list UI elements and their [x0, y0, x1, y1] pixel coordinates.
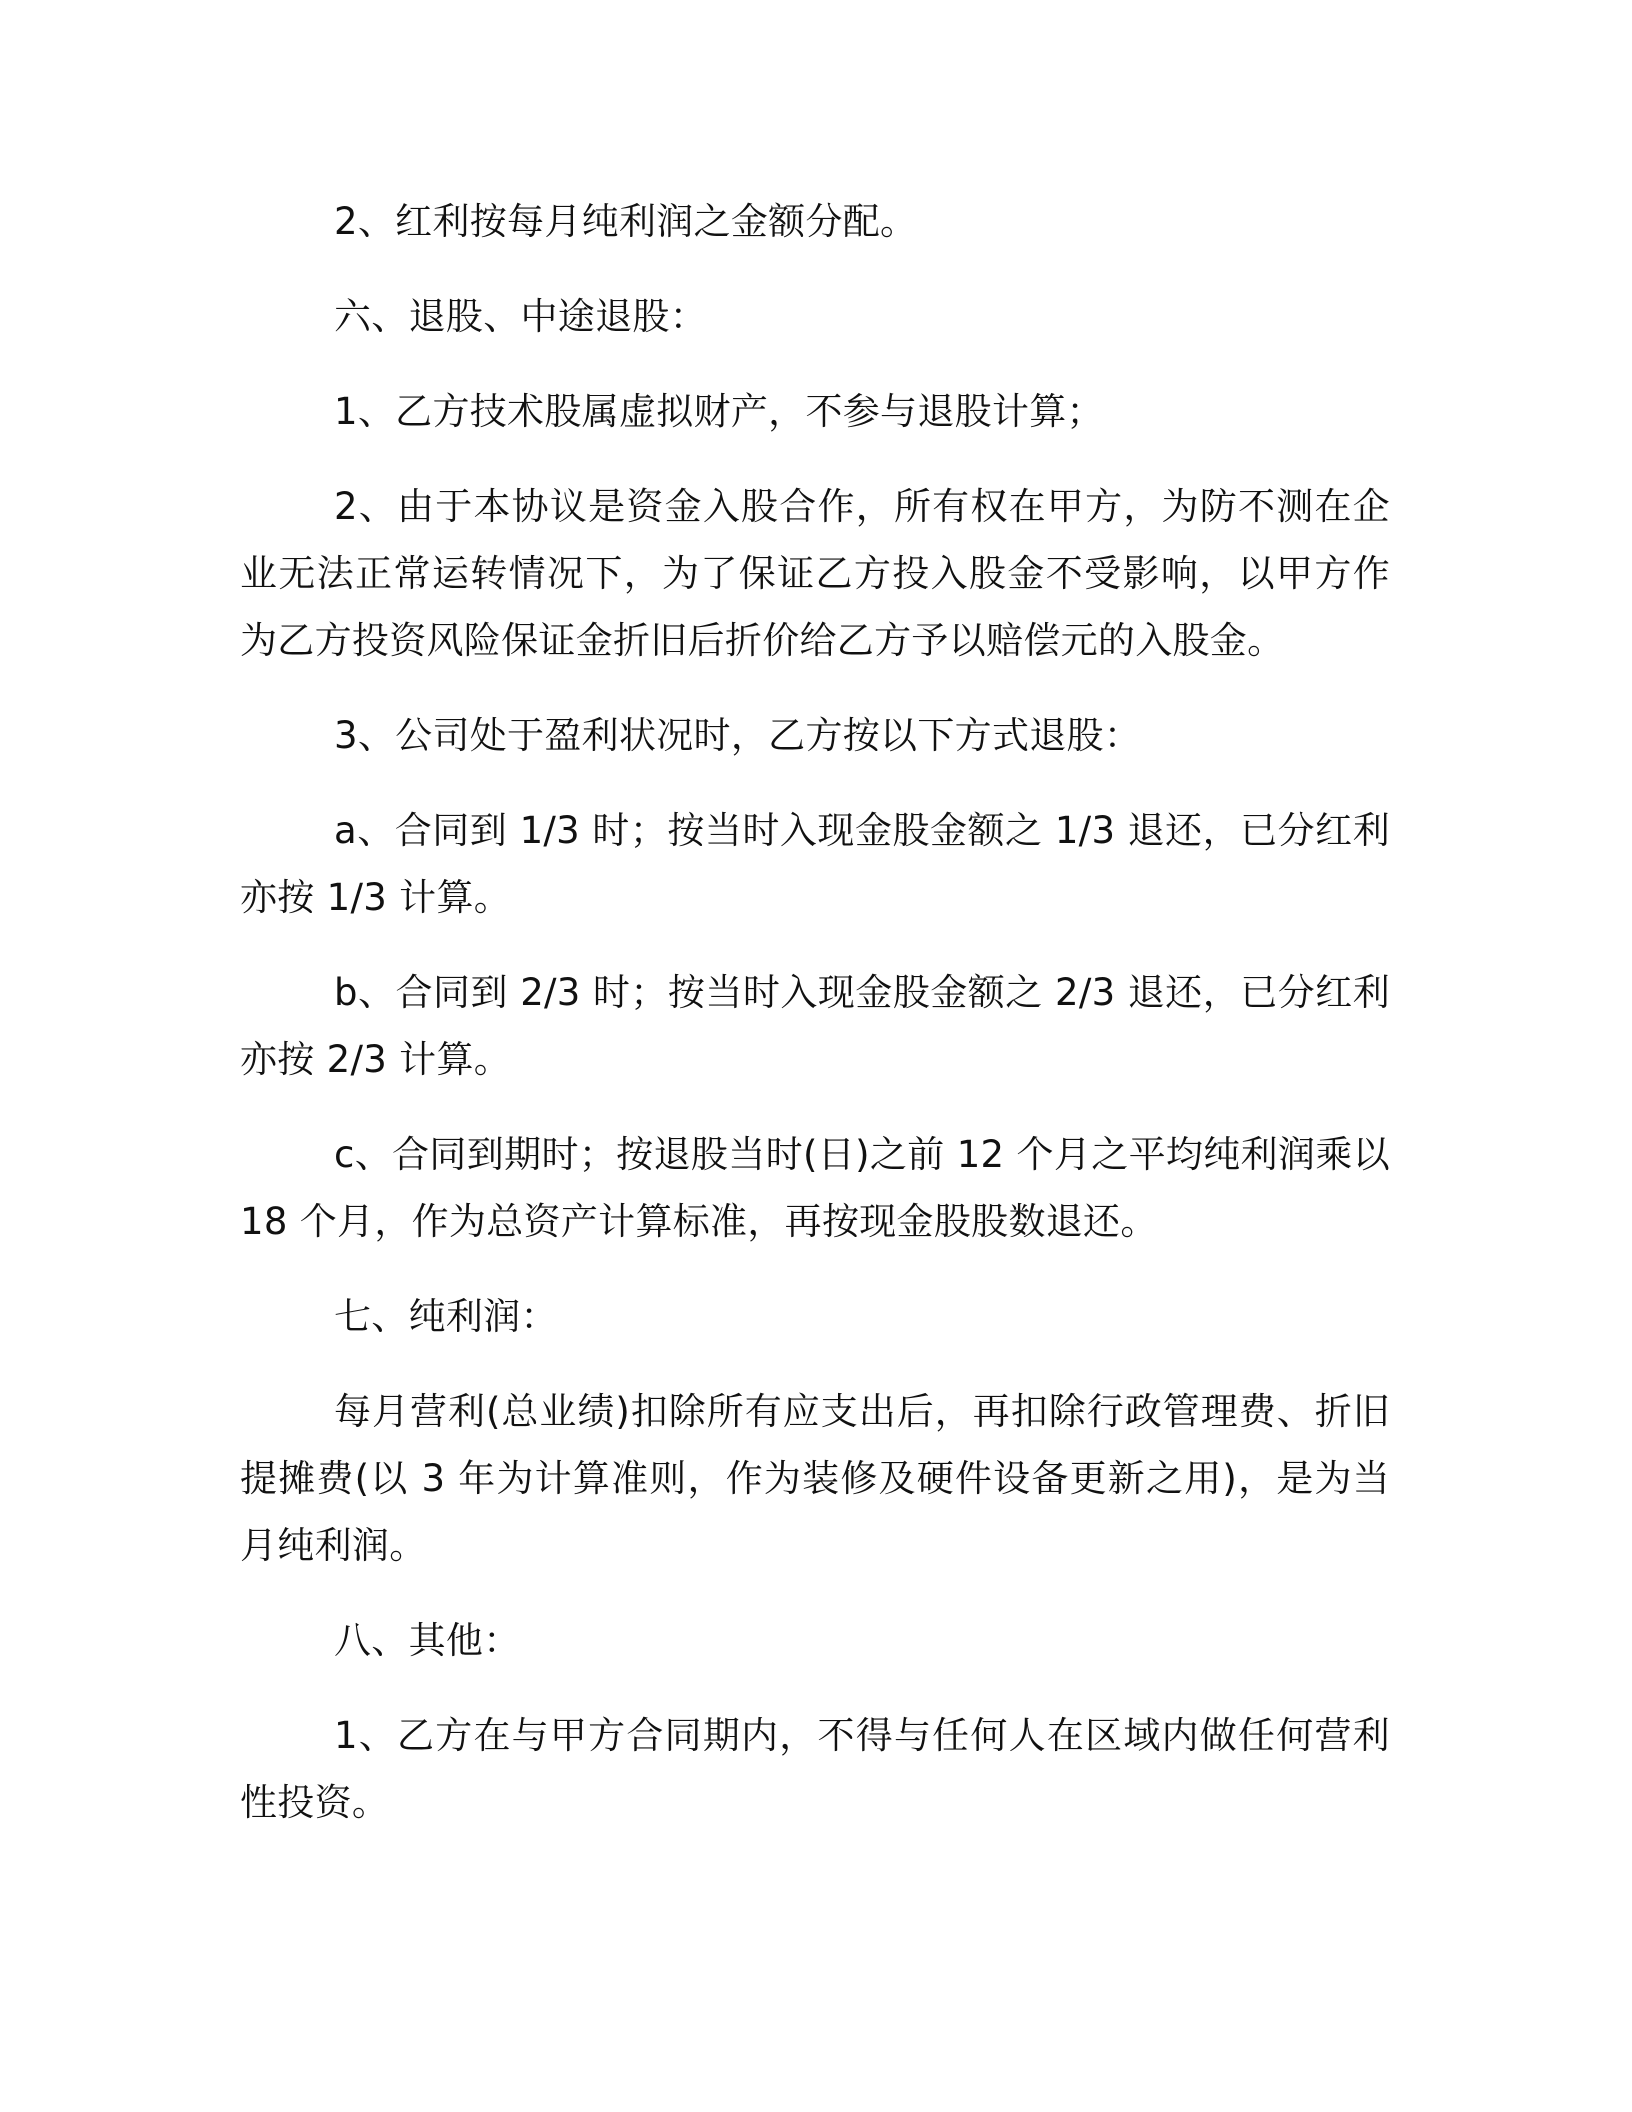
paragraph-non-compete: 1、乙方在与甲方合同期内，不得与任何人在区域内做任何营利性投资。: [240, 1714, 1390, 1824]
heading-section-seven-net-profit: 七、纯利润：: [334, 1295, 558, 1338]
paragraph-capital-guarantee: 2、由于本协议是资金入股合作，所有权在甲方，为防不测在企业无法正常运转情况下，为了保证乙方投入股金不受影响，以甲方作为乙方投资风险保证金折旧后折价给乙方予以赔偿元的入股金。: [240, 485, 1390, 662]
paragraph-withdrawal-two-thirds: b、合同到 2/3 时；按当时入现金股金额之 2/3 退还，已分红利亦按 2/3 计算。: [240, 971, 1390, 1081]
paragraph-net-profit-definition: 每月营利(总业绩)扣除所有应支出后，再扣除行政管理费、折旧提摊费(以 3 年为计算准则，作为装修及硬件设备更新之用)，是为当月纯利润。: [240, 1390, 1390, 1567]
heading-section-eight-other: 八、其他：: [334, 1619, 521, 1662]
paragraph-withdrawal-one-third: a、合同到 1/3 时；按当时入现金股金额之 1/3 退还，已分红利亦按 1/3 计算。: [240, 809, 1390, 919]
document-body: [240, 188, 1390, 1864]
paragraph-profit-withdrawal-method: 3、公司处于盈利状况时，乙方按以下方式退股：: [334, 714, 1142, 757]
paragraph-withdrawal-expiry: c、合同到期时；按退股当时(日)之前 12 个月之平均纯利润乘以 18 个月，作为总资产计算标准，再按现金股股数退还。: [240, 1133, 1390, 1243]
paragraph-technical-share: 1、乙方技术股属虚拟财产，不参与退股计算；: [334, 390, 1104, 433]
heading-section-six-withdrawal: 六、退股、中途退股：: [334, 295, 707, 338]
paragraph-dividend-distribution: 2、红利按每月纯利润之金额分配。: [334, 200, 918, 243]
